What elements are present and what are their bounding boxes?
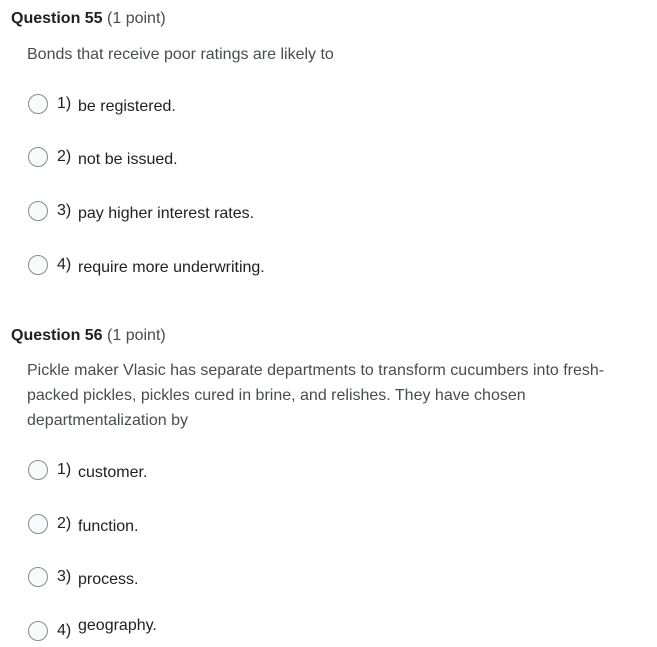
radio-button[interactable] [28,201,48,221]
option-label: not be issued. [78,151,178,168]
question-points: (1 point) [107,327,166,344]
radio-button[interactable] [28,94,48,114]
option-label: be registered. [78,98,176,115]
question-header [11,326,166,346]
option-label: customer. [78,464,148,481]
option-number: 3) [57,568,72,585]
radio-button[interactable] [28,147,48,167]
option-label: pay higher interest rates. [78,205,255,222]
option-number: 4) [57,256,72,273]
option-number: 2) [57,515,72,532]
option-number: 1) [57,95,72,112]
question-text: Pickle maker Vlasic has separate departments to transform cucumbers into fresh-packed pickles, pickles cured in brine, and relishes. They have chosen departmentalization by [27,362,605,429]
option-number: 4) [57,622,72,639]
question-header [11,9,166,29]
question-title: Question 56 [11,327,103,344]
option-number: 1) [57,461,72,478]
radio-button[interactable] [28,514,48,534]
radio-button[interactable] [28,567,48,587]
question-points: (1 point) [107,10,166,27]
option-number: 2) [57,148,72,165]
question-text: Bonds that receive poor ratings are likely to [27,46,334,63]
option-label: geography. [78,617,157,634]
option-label: function. [78,518,139,535]
question-title: Question 55 [11,10,103,27]
option-label: require more underwriting. [78,259,265,276]
option-label: process. [78,571,139,588]
option-number: 3) [57,202,72,219]
radio-button[interactable] [28,255,48,275]
radio-button[interactable] [28,621,48,641]
radio-button[interactable] [28,460,48,480]
